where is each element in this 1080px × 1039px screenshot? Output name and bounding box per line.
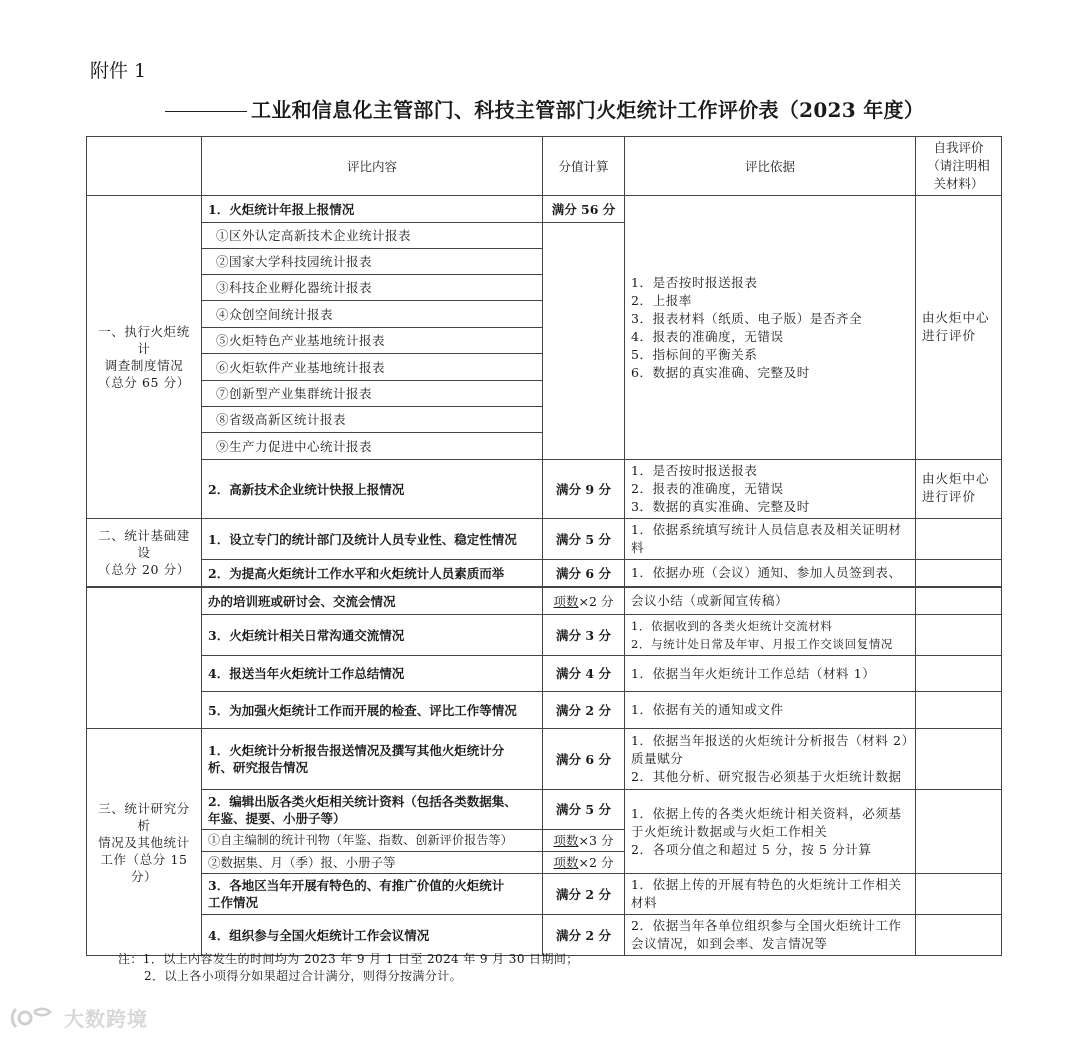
criteria-line: 2．与统计处日常及年审、月报工作交谈回复情况	[631, 637, 894, 651]
label-line: 工作情况	[208, 895, 259, 910]
item-3-4-score: 满分 2 分	[543, 915, 625, 956]
attachment-label: 附件 1	[90, 60, 147, 82]
header-self-line: 自我评价	[933, 140, 984, 155]
self-eval-blank	[916, 729, 1002, 790]
criteria-line: 6．数据的真实准确、完整及时	[631, 364, 810, 380]
watermark	[10, 1003, 148, 1032]
self-eval-blank	[916, 588, 1002, 615]
item-3-4-criteria	[625, 915, 916, 956]
category-3-line: 工作（总分 15 分）	[100, 851, 188, 884]
item-2-1-criteria: 1．依据系统填写统计人员信息表及相关证明材料	[625, 519, 916, 560]
category-3-line: 三、统计研究分析	[98, 800, 190, 833]
sub-item-score	[543, 852, 625, 874]
category-1-line: （总分 65 分）	[98, 375, 190, 390]
sub-item-label: ⑤火炬特色产业基地统计报表	[202, 328, 543, 354]
criteria-line: 材料	[631, 895, 658, 910]
table-row	[87, 729, 1002, 790]
item-2-2-continued-criteria: 会议小结（或新闻宣传稿）	[625, 588, 916, 615]
sub-item-label: ⑦创新型产业集群统计报表	[202, 381, 543, 407]
sub-item-label: ⑨生产力促进中心统计报表	[202, 433, 543, 460]
table-row	[87, 560, 1002, 587]
footnote-line: 注：1．以上内容发生的时间均为 2023 年 9 月 1 日至 2024 年 9 月 30 日期间；	[118, 952, 579, 966]
item-2-4-criteria: 1．依据当年火炬统计工作总结（材料 1）	[625, 656, 916, 692]
criteria-line: 5．指标间的平衡关系	[631, 346, 758, 362]
item-3-2-score: 满分 5 分	[543, 790, 625, 830]
item-3-3-score: 满分 2 分	[543, 874, 625, 915]
category-1-line: 调查制度情况	[104, 358, 184, 373]
self-eval-blank	[916, 692, 1002, 729]
header-self-line: 关材料）	[933, 176, 984, 191]
label-line: 1．火炬统计分析报告报送情况及撰写其他火炬统计分	[208, 743, 505, 758]
label-line: 年鉴、提要、小册子等）	[208, 810, 346, 826]
title-text: 工业和信息化主管部门、科技主管部门火炬统计工作评价表（2023 年度）	[251, 98, 925, 122]
item-3-4-label: 4．组织参与全国火炬统计工作会议情况	[202, 915, 543, 956]
category-2-cell	[87, 519, 202, 587]
criteria-line: 1．是否按时报送报表	[631, 463, 758, 478]
criteria-line: 1．依据上传的各类火炬统计相关资料，必须基	[631, 805, 902, 821]
self-eval-line: 进行评价	[922, 327, 977, 343]
label-line: 3．各地区当年开展有特色的、有推广价值的火炬统计	[208, 878, 505, 893]
table-row	[87, 874, 1002, 915]
table-row	[87, 460, 1002, 519]
item-2-1-score: 满分 5 分	[543, 519, 625, 560]
document-title	[165, 94, 924, 123]
item-2-3-criteria	[625, 615, 916, 656]
item-1-2-score: 满分 9 分	[543, 460, 625, 519]
criteria-line: 1．依据当年报送的火炬统计分析报告（材料 2）	[631, 733, 915, 748]
evaluation-table-part2	[86, 587, 1002, 956]
item-3-2-label	[202, 790, 543, 830]
criteria-line: 1．依据上传的开展有特色的火炬统计工作相关	[631, 877, 902, 892]
header-self-line: （请注明相	[927, 158, 990, 173]
criteria-line: 会议情况，如到会率、发言情况等	[631, 936, 828, 951]
criteria-line: 2．各项分值之和超过 5 分，按 5 分计算	[631, 841, 872, 857]
item-2-5-score: 满分 2 分	[543, 692, 625, 729]
criteria-line: 1．依据收到的各类火炬统计交流材料	[631, 619, 833, 633]
item-3-2-criteria	[625, 790, 916, 874]
item-1-1-label: 1．火炬统计年报上报情况	[202, 196, 543, 223]
item-2-5-label: 5．为加强火炬统计工作而开展的检查、评比工作等情况	[202, 692, 543, 729]
score-multiplier: ×2 分	[578, 593, 614, 609]
score-multiplier: ×2 分	[578, 855, 614, 870]
table-row	[87, 588, 1002, 615]
sub-item-label: ⑥火炬软件产业基地统计报表	[202, 354, 543, 381]
item-2-2-continued-score	[543, 588, 625, 615]
item-1-2-criteria	[625, 460, 916, 519]
item-2-4-score: 满分 4 分	[543, 656, 625, 692]
score-count-label: 项数	[553, 833, 579, 848]
table-row	[87, 615, 1002, 656]
table-row	[87, 915, 1002, 956]
sub-item-label: ①自主编制的统计刊物（年鉴、指数、创新评价报告等）	[202, 830, 543, 852]
watermark-logo-icon	[10, 1005, 60, 1031]
footnotes	[118, 951, 579, 985]
self-eval-1	[916, 196, 1002, 460]
table-row	[87, 519, 1002, 560]
item-3-1-label	[202, 729, 543, 790]
item-2-3-score: 满分 3 分	[543, 615, 625, 656]
watermark-text: 大数跨境	[64, 1007, 148, 1031]
criteria-line: 4．报表的准确度，无错误	[631, 328, 784, 344]
item-3-1-score: 满分 6 分	[543, 729, 625, 790]
criteria-line: 2．上报率	[631, 292, 692, 308]
self-eval-blank	[916, 560, 1002, 587]
self-eval-blank	[916, 656, 1002, 692]
header-category	[87, 137, 202, 196]
table-header-row	[87, 137, 1002, 196]
label-line: 析、研究报告情况	[208, 760, 309, 775]
item-2-3-label: 3．火炬统计相关日常沟通交流情况	[202, 615, 543, 656]
criteria-line: 质量赋分	[631, 751, 684, 766]
item-3-3-criteria	[625, 874, 916, 915]
title-blank-line	[165, 111, 247, 112]
sub-item-label: ④众创空间统计报表	[202, 301, 543, 328]
sub-item-label: ③科技企业孵化器统计报表	[202, 275, 543, 301]
criteria-line: 2．其他分析、研究报告必须基于火炬统计数据	[631, 769, 902, 784]
item-2-2-continued-label: 办的培训班或研讨会、交流会情况	[202, 588, 543, 615]
table-row	[87, 692, 1002, 729]
score-multiplier: ×3 分	[578, 833, 614, 848]
self-eval-blank	[916, 874, 1002, 915]
self-eval-blank	[916, 790, 1002, 874]
category-2-continued-cell	[87, 588, 202, 729]
item-1-1-criteria	[625, 196, 916, 460]
category-1-cell	[87, 196, 202, 519]
criteria-line: 1．是否按时报送报表	[631, 274, 758, 290]
header-score: 分值计算	[543, 137, 625, 196]
header-content: 评比内容	[202, 137, 543, 196]
label-line: 2．编辑出版各类火炬相关统计资料（包括各类数据集、	[208, 793, 517, 809]
sub-item-label: ①区外认定高新技术企业统计报表	[202, 223, 543, 249]
self-eval-line: 由火炬中心	[922, 309, 990, 325]
category-2-line: 二、统计基础建设	[98, 528, 190, 560]
category-3-line: 情况及其他统计	[98, 834, 190, 850]
score-count-label: 项数	[553, 593, 579, 609]
evaluation-table-part1	[86, 136, 1002, 587]
sub-item-score	[543, 830, 625, 852]
category-3-cell	[87, 729, 202, 956]
header-self-evaluation	[916, 137, 1002, 196]
criteria-line: 3．报表材料（纸质、电子版）是否齐全	[631, 310, 863, 326]
table-row	[87, 790, 1002, 830]
item-1-2-label: 2．高新技术企业统计快报上报情况	[202, 460, 543, 519]
table-row	[87, 196, 1002, 223]
item-2-2-label: 2．为提高火炬统计工作水平和火炬统计人员素质而举	[202, 560, 543, 587]
criteria-line: 于火炬统计数据或与火炬工作相关	[631, 823, 828, 839]
header-basis: 评比依据	[625, 137, 916, 196]
item-2-5-criteria: 1．依据有关的通知或文件	[625, 692, 916, 729]
item-2-1-label: 1．设立专门的统计部门及统计人员专业性、稳定性情况	[202, 519, 543, 560]
item-2-2-score: 满分 6 分	[543, 560, 625, 587]
item-2-4-label: 4．报送当年火炬统计工作总结情况	[202, 656, 543, 692]
self-eval-2	[916, 460, 1002, 519]
item-1-1-score: 满分 56 分	[543, 196, 625, 223]
criteria-line: 3．数据的真实准确、完整及时	[631, 499, 810, 514]
sub-item-label: ⑧省级高新区统计报表	[202, 407, 543, 433]
sub-item-label: ②国家大学科技园统计报表	[202, 249, 543, 275]
item-3-3-label	[202, 874, 543, 915]
item-2-2-criteria: 1．依据办班（会议）通知、参加人员签到表、	[625, 560, 916, 587]
criteria-line: 2．依据当年各单位组织参与全国火炬统计工作	[631, 918, 902, 933]
category-2-line: （总分 20 分）	[98, 562, 190, 577]
item-3-1-criteria	[625, 729, 916, 790]
self-eval-line: 进行评价	[922, 489, 977, 504]
criteria-line: 2．报表的准确度，无错误	[631, 481, 784, 496]
self-eval-blank	[916, 519, 1002, 560]
footnote-line: 2．以上各小项得分如果超过合计满分，则得分按满分计。	[144, 969, 463, 983]
score-count-label: 项数	[553, 855, 579, 870]
self-eval-blank	[916, 615, 1002, 656]
sub-items-score-blank	[543, 223, 625, 460]
self-eval-blank	[916, 915, 1002, 956]
table-row	[87, 656, 1002, 692]
self-eval-line: 由火炬中心	[922, 471, 990, 486]
category-1-line: 一、执行火炬统计	[98, 324, 190, 356]
sub-item-label: ②数据集、月（季）报、小册子等	[202, 852, 543, 874]
